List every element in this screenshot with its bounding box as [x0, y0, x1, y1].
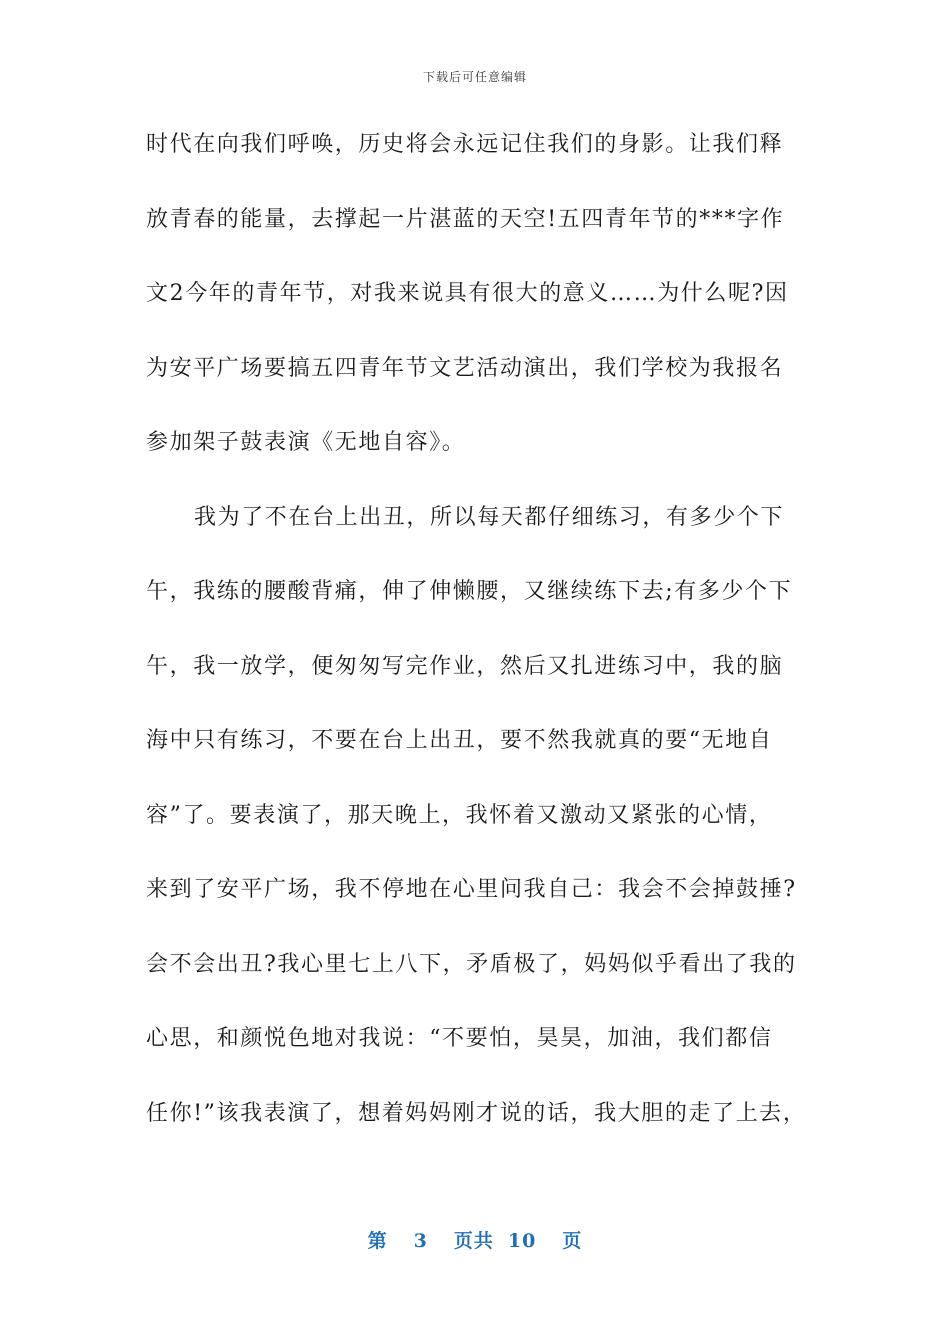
footer-prefix: 第	[367, 1230, 388, 1252]
text-line: 时代在向我们呼唤，历史将会永远记住我们的身影。让我们释	[146, 132, 784, 157]
paragraph-start-line: 我为了不在台上出丑，所以每天都仔细练习，有多少个下	[194, 504, 785, 530]
text-line: 任你!”该我表演了，想着妈妈刚才说的话，我大胆的走了上去，	[146, 1100, 807, 1126]
footer-middle: 页共	[453, 1230, 494, 1252]
document-body	[146, 120, 814, 1163]
text-line: 为安平广场要搞五四青年节文艺活动演出，我们学校为我报名	[146, 355, 784, 381]
footer-current-page: 3	[413, 1230, 428, 1252]
text-line: 会不会出丑?我心里七上八下，矛盾极了，妈妈似乎看出了我的	[146, 951, 797, 977]
text-line: 参加架子鼓表演《无地自容》。	[146, 430, 466, 455]
page-number-footer	[0, 1226, 950, 1253]
page-header-note: 下载后可任意编辑	[422, 70, 527, 84]
text-line: 午，我一放学，便匆匆写完作业，然后又扎进练习中，我的脑	[146, 653, 784, 679]
text-line: 午，我练的腰酸背痛，伸了伸懒腰，又继续练下去;有多少个下	[146, 579, 793, 604]
text-line: 放青春的能量，去撑起一片湛蓝的天空!五四青年节的***字作	[146, 206, 785, 232]
footer-total-pages: 10	[507, 1230, 537, 1252]
text-line: 容”了。要表演了，那天晚上，我怀着又激动又紧张的心情，	[146, 802, 773, 828]
text-line: 来到了安平广场，我不停地在心里问我自己：我会不会掉鼓捶?	[146, 877, 797, 902]
text-line: 海中只有练习，不要在台上出丑，要不然我就真的要“无地自	[146, 728, 773, 753]
footer-suffix: 页	[562, 1230, 583, 1252]
text-line: 心思，和颜悦色地对我说：“不要怕，昊昊，加油，我们都信	[146, 1026, 773, 1051]
text-line: 文2今年的青年节，对我来说具有很大的意义……为什么呢?因	[146, 281, 789, 306]
